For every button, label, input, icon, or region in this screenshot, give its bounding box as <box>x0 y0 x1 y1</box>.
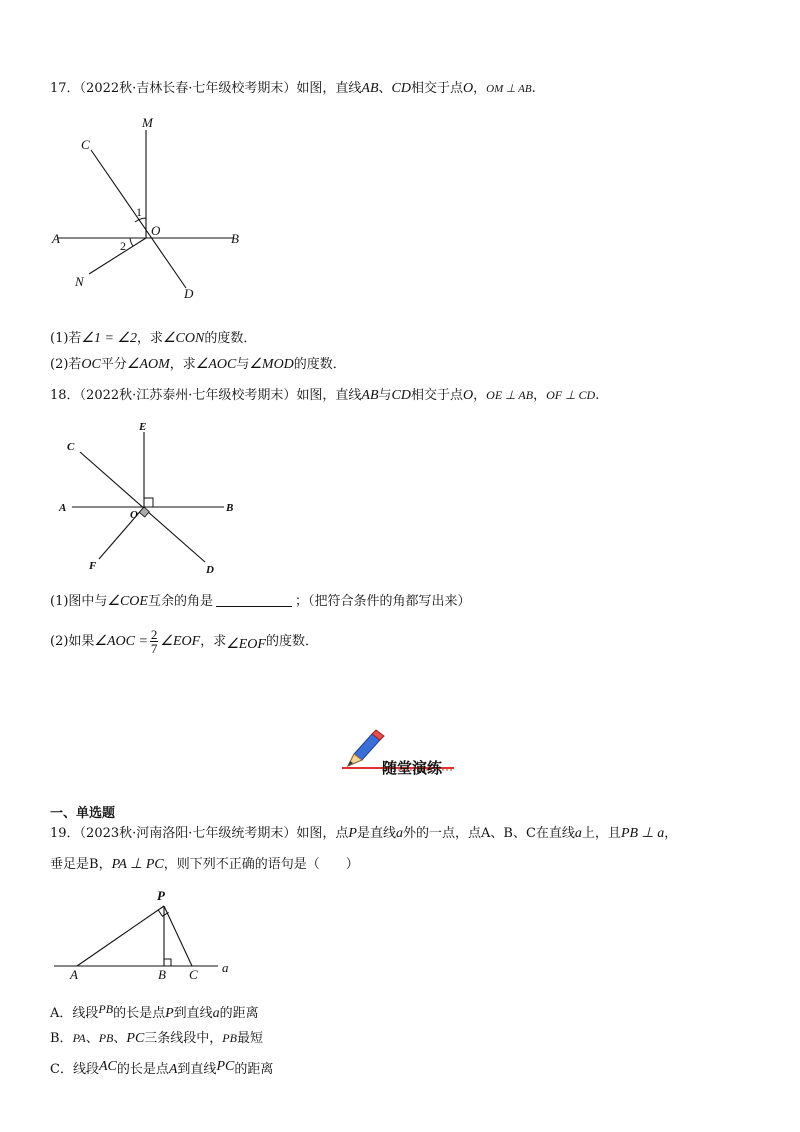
part-text: 平分 <box>100 357 127 372</box>
label-d: D <box>184 286 194 301</box>
fraction-denominator: 7 <box>150 641 158 656</box>
stem-text: 与 <box>378 388 392 403</box>
option-text: 的长是点 <box>113 1006 166 1021</box>
right-angle-mark-eob <box>144 498 153 507</box>
q17-figure <box>48 112 258 302</box>
math-condition: OE ⊥ AB <box>486 388 534 402</box>
pencil-icon <box>348 730 384 766</box>
label-n: N <box>75 274 84 289</box>
label-m: M <box>142 115 153 130</box>
math-p: P <box>165 1006 174 1021</box>
question-number: 17． <box>50 81 80 96</box>
q18-part2 <box>50 628 318 655</box>
math-condition: PA ⊥ PC <box>111 857 164 872</box>
math-angle: ∠CON <box>163 331 205 346</box>
question-number: 19． <box>50 826 80 841</box>
label-a: A <box>52 231 60 246</box>
math-a: a <box>212 1006 220 1021</box>
question-source: （2022秋·江苏泰州·七年级校考期末） <box>79 388 297 403</box>
label-a: A <box>59 502 67 514</box>
separator: 、 <box>85 1031 99 1046</box>
option-b[interactable] <box>50 1029 263 1048</box>
math-pc: PC <box>126 1031 145 1046</box>
math-angle: ∠EOF <box>226 637 266 652</box>
separator: 、 <box>378 81 392 96</box>
part-text: ，求 <box>136 331 163 346</box>
label-o: O <box>130 509 138 521</box>
stem-text: 在直线 <box>535 826 575 841</box>
part-text: 的度数． <box>293 357 346 372</box>
separator: ， <box>533 388 547 403</box>
label-c: C <box>189 967 198 980</box>
stem-text: 如图，直线 <box>296 81 362 96</box>
stem-text: 如图，点 <box>296 826 349 841</box>
right-angle-mark-p <box>158 910 168 916</box>
separator: 、 <box>113 1031 127 1046</box>
part-text: 的度数． <box>265 634 318 649</box>
math-pb: PB <box>222 1031 237 1045</box>
part-label: (1)若 <box>50 331 82 346</box>
label-e: E <box>139 421 147 433</box>
label-angle-1: 1 <box>136 205 142 219</box>
q19-stem-line2 <box>50 856 359 874</box>
option-text: 的距离 <box>234 1062 274 1077</box>
part-label: (2)如果 <box>50 634 95 649</box>
math-expression: ∠AOC = <box>94 634 148 649</box>
math-b: B <box>89 857 99 872</box>
option-text: 三条线段中， <box>144 1031 223 1046</box>
math-angle: ∠AOC <box>195 357 237 372</box>
ray-on <box>89 238 146 274</box>
math-angle: ∠AOM <box>126 357 170 372</box>
option-c[interactable] <box>50 1058 273 1079</box>
label-c: C <box>67 441 75 453</box>
answer-blank[interactable] <box>216 592 292 607</box>
math-a: A <box>168 1062 178 1077</box>
label-c: C <box>81 137 90 152</box>
separator: . <box>531 81 536 96</box>
label-angle-2: 2 <box>120 239 126 253</box>
q18-figure <box>52 418 252 578</box>
option-text: 到直线 <box>177 1062 217 1077</box>
option-label: B． <box>50 1031 73 1046</box>
practice-banner-title: 随堂演练 <box>382 759 443 777</box>
stem-text: 相交于点 <box>411 81 464 96</box>
q18-stem <box>50 386 599 405</box>
label-o: O <box>151 223 161 238</box>
question-source: （2023秋·河南洛阳·七年级统考期末） <box>79 826 297 841</box>
math-pb: PB <box>98 1031 114 1045</box>
option-text: 的长是点 <box>116 1062 169 1077</box>
math-ab: AB <box>361 388 379 403</box>
stem-text: 如图，直线 <box>296 388 362 403</box>
right-angle-mark-dof <box>139 507 149 517</box>
label-b: B <box>158 967 166 980</box>
math-pc: PC <box>216 1059 235 1074</box>
q18-part1 <box>50 592 471 611</box>
math-cd: CD <box>391 388 411 403</box>
stem-text: ，则下列不正确的语句是（ ） <box>163 857 359 872</box>
label-a: A <box>70 967 78 980</box>
math-p: P <box>348 826 357 841</box>
option-text: 的距离 <box>219 1006 259 1021</box>
label-b: B <box>226 502 234 514</box>
math-a: a <box>574 826 582 841</box>
fraction <box>150 628 159 655</box>
q19-stem-line1 <box>50 825 677 843</box>
math-ac: AC <box>98 1059 117 1074</box>
math-angle: ∠COE <box>107 594 148 609</box>
math-abc: A、B、C <box>481 826 536 841</box>
math-pb: PB <box>98 1002 114 1016</box>
q17-stem <box>50 80 536 98</box>
math-ab: AB <box>361 81 379 96</box>
segment-pa <box>77 906 164 966</box>
part-text: ，求 <box>169 357 196 372</box>
math-condition: OF ⊥ CD <box>546 388 596 402</box>
section-title: 一、单选题 <box>50 806 116 821</box>
math-condition: OM ⊥ AB <box>486 83 532 95</box>
question-number: 18． <box>50 388 80 403</box>
q17-part1 <box>50 330 256 348</box>
math-a: a <box>396 826 403 841</box>
math-cd: CD <box>391 81 411 96</box>
math-angle: ∠MOD <box>249 357 294 372</box>
separator: ， <box>473 81 487 96</box>
math-pa: PA <box>72 1031 86 1045</box>
segment-pc <box>164 906 192 966</box>
separator: ， <box>664 826 678 841</box>
part-text: 的度数． <box>204 331 257 346</box>
stem-text: 上，且 <box>581 826 621 841</box>
q19-figure <box>50 880 250 980</box>
label-f: F <box>89 560 97 572</box>
part-text: ；（把符合条件的角都写出来） <box>295 594 471 609</box>
part-text: 互余的角是 <box>147 594 213 609</box>
part-text: 与 <box>236 357 250 372</box>
math-o: O <box>463 388 474 403</box>
math-expression: ∠1 = ∠2 <box>81 331 137 346</box>
math-oc: OC <box>81 357 101 372</box>
q17-part2 <box>50 356 346 374</box>
option-a[interactable] <box>50 1000 259 1023</box>
label-b: B <box>231 231 239 246</box>
stem-text: 外的一点，点 <box>403 826 482 841</box>
separator: ， <box>98 857 112 872</box>
angle-2-arc <box>130 238 133 246</box>
right-angle-mark-b <box>164 959 171 966</box>
stem-text: 相交于点 <box>411 388 464 403</box>
line-cd <box>91 150 186 288</box>
fraction-numerator: 2 <box>150 627 158 642</box>
label-p: P <box>157 888 165 903</box>
option-label: C．线段 <box>50 1062 99 1077</box>
part-label: (1)图中与 <box>50 594 108 609</box>
part-label: (2)若 <box>50 357 82 372</box>
part-text: ，求 <box>200 634 227 649</box>
option-label: A．线段 <box>50 1006 99 1021</box>
stem-text: 是直线 <box>356 826 396 841</box>
stem-text: 垂足是 <box>50 857 90 872</box>
option-text: 到直线 <box>173 1006 213 1021</box>
label-line-a: a <box>222 960 229 975</box>
math-o: O <box>463 81 474 96</box>
label-d: D <box>206 564 214 576</box>
math-angle: ∠EOF <box>160 634 201 649</box>
separator: ， <box>473 388 487 403</box>
question-source: （2022秋·吉林长春·七年级校考期末） <box>79 81 297 96</box>
separator: . <box>595 388 600 403</box>
math-condition: PB ⊥ a <box>620 826 665 841</box>
option-text: 最短 <box>236 1031 263 1046</box>
